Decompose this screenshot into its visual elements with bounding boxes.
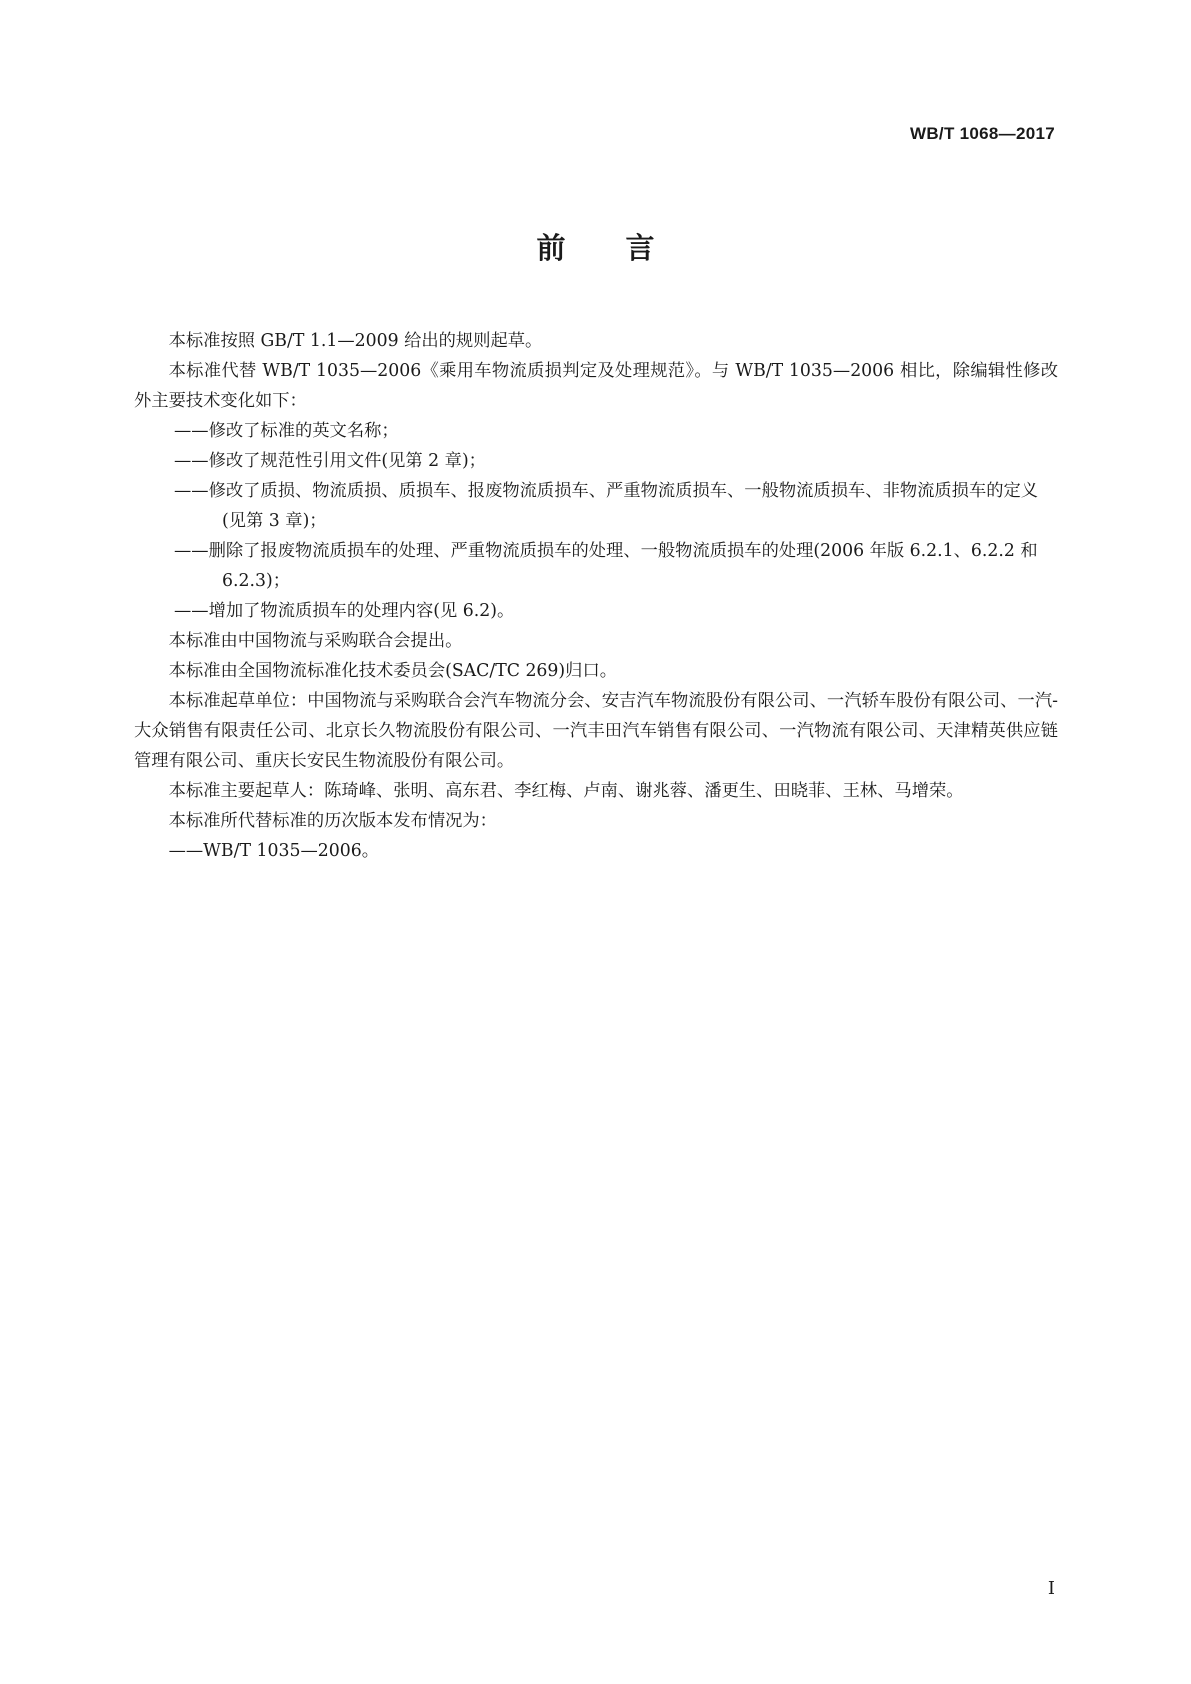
list-item: ——修改了质损、物流质损、质损车、报废物流质损车、严重物流质损车、一般物流质损车、非物流质损车的定义(见第 3 章)；	[174, 481, 1039, 531]
title-char-2: 言	[625, 231, 655, 265]
paragraph-proposer: 本标准由中国物流与采购联合会提出。	[168, 631, 463, 651]
paragraph-drafting-units: 本标准起草单位：中国物流与采购联合会汽车物流分会、安吉汽车物流股份有限公司、一汽轿车股份有限公司、一汽-大众销售有限责任公司、北京长久物流股份有限公司、一汽丰田汽车销售有限公司、一汽物流有限公司、天津精英供应链管理有限公司、重庆长安民生物流股份有限公司。	[134, 691, 1058, 771]
paragraph-drafters: 本标准主要起草人：陈琦峰、张明、高东君、李红梅、卢南、谢兆蓉、潘更生、田晓菲、王林、马增荣。	[168, 781, 964, 801]
paragraph-drafting-rules: 本标准按照 GB/T 1.1—2009 给出的规则起草。	[168, 331, 543, 351]
title-char-1: 前	[536, 231, 566, 265]
list-item: ——删除了报废物流质损车的处理、严重物流质损车的处理、一般物流质损车的处理(2006 年版 6.2.1、6.2.2 和 6.2.3)；	[174, 541, 1038, 591]
paragraph-history-intro: 本标准所代替标准的历次版本发布情况为：	[168, 811, 497, 831]
standard-code: WB/T 1068—2017	[910, 124, 1055, 143]
history-item: ——WB/T 1035—2006。	[168, 841, 379, 861]
page-number: I	[1047, 1578, 1055, 1599]
list-item: ——增加了物流质损车的处理内容(见 6.2)。	[174, 601, 515, 621]
document-body	[134, 326, 1058, 866]
paragraph-replacement: 本标准代替 WB/T 1035—2006《乘用车物流质损判定及处理规范》。与 WB/T 1035—2006 相比，除编辑性修改外主要技术变化如下：	[134, 361, 1058, 411]
paragraph-responsible-committee: 本标准由全国物流标准化技术委员会(SAC/TC 269)归口。	[168, 661, 618, 681]
page-title	[0, 226, 1191, 267]
list-item: ——修改了规范性引用文件(见第 2 章)；	[174, 451, 486, 471]
list-item: ——修改了标准的英文名称；	[174, 421, 399, 441]
